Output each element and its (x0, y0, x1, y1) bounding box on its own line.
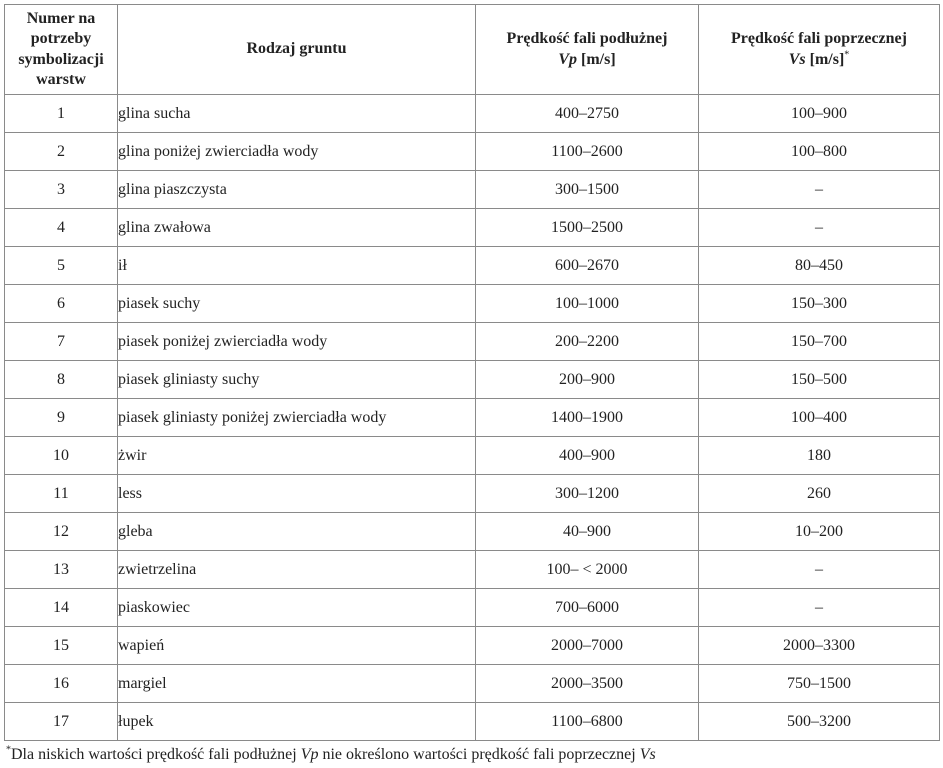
footnote-marker: * (844, 49, 850, 61)
cell-vs-range: 500–3200 (699, 703, 940, 741)
cell-soil-type: piaskowiec (118, 589, 476, 627)
cell-vp-range: 200–2200 (476, 323, 699, 361)
cell-layer-number: 14 (5, 589, 118, 627)
table-row (5, 171, 940, 209)
cell-vs-range: 150–300 (699, 285, 940, 323)
cell-soil-type: glina zwałowa (118, 209, 476, 247)
table-row (5, 285, 940, 323)
header-vs-title: Prędkość fali poprzecznej (731, 30, 907, 48)
footnote-text: nie określono wartości prędkość fali poprzecznej (318, 746, 640, 763)
cell-vs-range: – (699, 589, 940, 627)
cell-soil-type: wapień (118, 627, 476, 665)
header-soil-type: Rodzaj gruntu (118, 5, 476, 95)
cell-layer-number: 1 (5, 95, 118, 133)
cell-soil-type: piasek poniżej zwierciadła wody (118, 323, 476, 361)
header-vp-unit: [m/s] (581, 50, 616, 68)
cell-vs-range: 100–900 (699, 95, 940, 133)
cell-vp-range: 1100–6800 (476, 703, 699, 741)
cell-vs-range: 150–700 (699, 323, 940, 361)
footnote-vp-symbol: Vp (300, 746, 319, 763)
cell-vp-range: 1500–2500 (476, 209, 699, 247)
cell-soil-type: glina sucha (118, 95, 476, 133)
cell-vp-range: 100–1000 (476, 285, 699, 323)
cell-layer-number: 10 (5, 437, 118, 475)
cell-vs-range: 10–200 (699, 513, 940, 551)
cell-soil-type: piasek gliniasty suchy (118, 361, 476, 399)
cell-vs-range: 180 (699, 437, 940, 475)
cell-layer-number: 17 (5, 703, 118, 741)
cell-vp-range: 400–900 (476, 437, 699, 475)
cell-vp-range: 100– < 2000 (476, 551, 699, 589)
header-num-line: symbolizacji (18, 50, 104, 68)
table-row (5, 513, 940, 551)
cell-vp-range: 600–2670 (476, 247, 699, 285)
cell-soil-type: glina piaszczysta (118, 171, 476, 209)
header-vs (699, 5, 940, 95)
cell-layer-number: 12 (5, 513, 118, 551)
table-row (5, 247, 940, 285)
cell-soil-type: glina poniżej zwierciadła wody (118, 133, 476, 171)
cell-vs-range: – (699, 551, 940, 589)
header-layer-number (5, 5, 118, 95)
cell-vp-range: 200–900 (476, 361, 699, 399)
table-row (5, 437, 940, 475)
table-row (5, 323, 940, 361)
cell-vp-range: 1100–2600 (476, 133, 699, 171)
cell-layer-number: 7 (5, 323, 118, 361)
cell-vs-range: 100–400 (699, 399, 940, 437)
table-row (5, 665, 940, 703)
table-body (5, 95, 940, 741)
cell-layer-number: 3 (5, 171, 118, 209)
cell-vs-range: – (699, 209, 940, 247)
cell-layer-number: 6 (5, 285, 118, 323)
soil-velocity-table (4, 4, 940, 741)
header-vp (476, 5, 699, 95)
cell-vs-range: 150–500 (699, 361, 940, 399)
cell-layer-number: 5 (5, 247, 118, 285)
cell-layer-number: 2 (5, 133, 118, 171)
cell-vp-range: 40–900 (476, 513, 699, 551)
table-row (5, 551, 940, 589)
cell-vs-range: 80–450 (699, 247, 940, 285)
table-row (5, 703, 940, 741)
cell-vp-range: 400–2750 (476, 95, 699, 133)
cell-soil-type: piasek gliniasty poniżej zwierciadła wody (118, 399, 476, 437)
table-row (5, 209, 940, 247)
cell-vs-range: 260 (699, 475, 940, 513)
cell-layer-number: 11 (5, 475, 118, 513)
cell-soil-type: łupek (118, 703, 476, 741)
cell-layer-number: 15 (5, 627, 118, 665)
cell-layer-number: 16 (5, 665, 118, 703)
footnote (6, 746, 936, 764)
cell-vp-range: 2000–7000 (476, 627, 699, 665)
cell-soil-type: ił (118, 247, 476, 285)
footnote-text: Dla niskich wartości prędkość fali podłużnej (11, 746, 301, 763)
cell-layer-number: 9 (5, 399, 118, 437)
footnote-vs-symbol: Vs (639, 746, 656, 763)
cell-vp-range: 300–1500 (476, 171, 699, 209)
table-row (5, 399, 940, 437)
header-num-line: potrzeby (30, 30, 92, 48)
table-row (5, 589, 940, 627)
table-row (5, 95, 940, 133)
cell-layer-number: 13 (5, 551, 118, 589)
cell-vp-range: 2000–3500 (476, 665, 699, 703)
table-row (5, 627, 940, 665)
cell-vs-range: 2000–3300 (699, 627, 940, 665)
cell-soil-type: less (118, 475, 476, 513)
header-vp-units-line (476, 50, 698, 70)
cell-vp-range: 700–6000 (476, 589, 699, 627)
table-row (5, 475, 940, 513)
cell-vp-range: 300–1200 (476, 475, 699, 513)
footnote-marker: * (6, 744, 11, 756)
cell-vs-range: 750–1500 (699, 665, 940, 703)
header-vs-symbol: Vs (788, 50, 806, 68)
cell-layer-number: 4 (5, 209, 118, 247)
header-vp-symbol: Vp (558, 50, 577, 68)
cell-soil-type: żwir (118, 437, 476, 475)
header-vp-title: Prędkość fali podłużnej (506, 30, 668, 48)
cell-vs-range: 100–800 (699, 133, 940, 171)
cell-vp-range: 1400–1900 (476, 399, 699, 437)
cell-vs-range: – (699, 171, 940, 209)
header-vs-unit: [m/s] (809, 50, 845, 68)
header-num-line: Numer na (26, 9, 96, 27)
cell-soil-type: zwietrzelina (118, 551, 476, 589)
cell-soil-type: gleba (118, 513, 476, 551)
table-row (5, 361, 940, 399)
header-num-line: warstw (36, 70, 86, 88)
cell-layer-number: 8 (5, 361, 118, 399)
cell-soil-type: margiel (118, 665, 476, 703)
table-header-row (5, 5, 940, 95)
cell-soil-type: piasek suchy (118, 285, 476, 323)
header-vs-units-line (699, 50, 939, 70)
table-row (5, 133, 940, 171)
